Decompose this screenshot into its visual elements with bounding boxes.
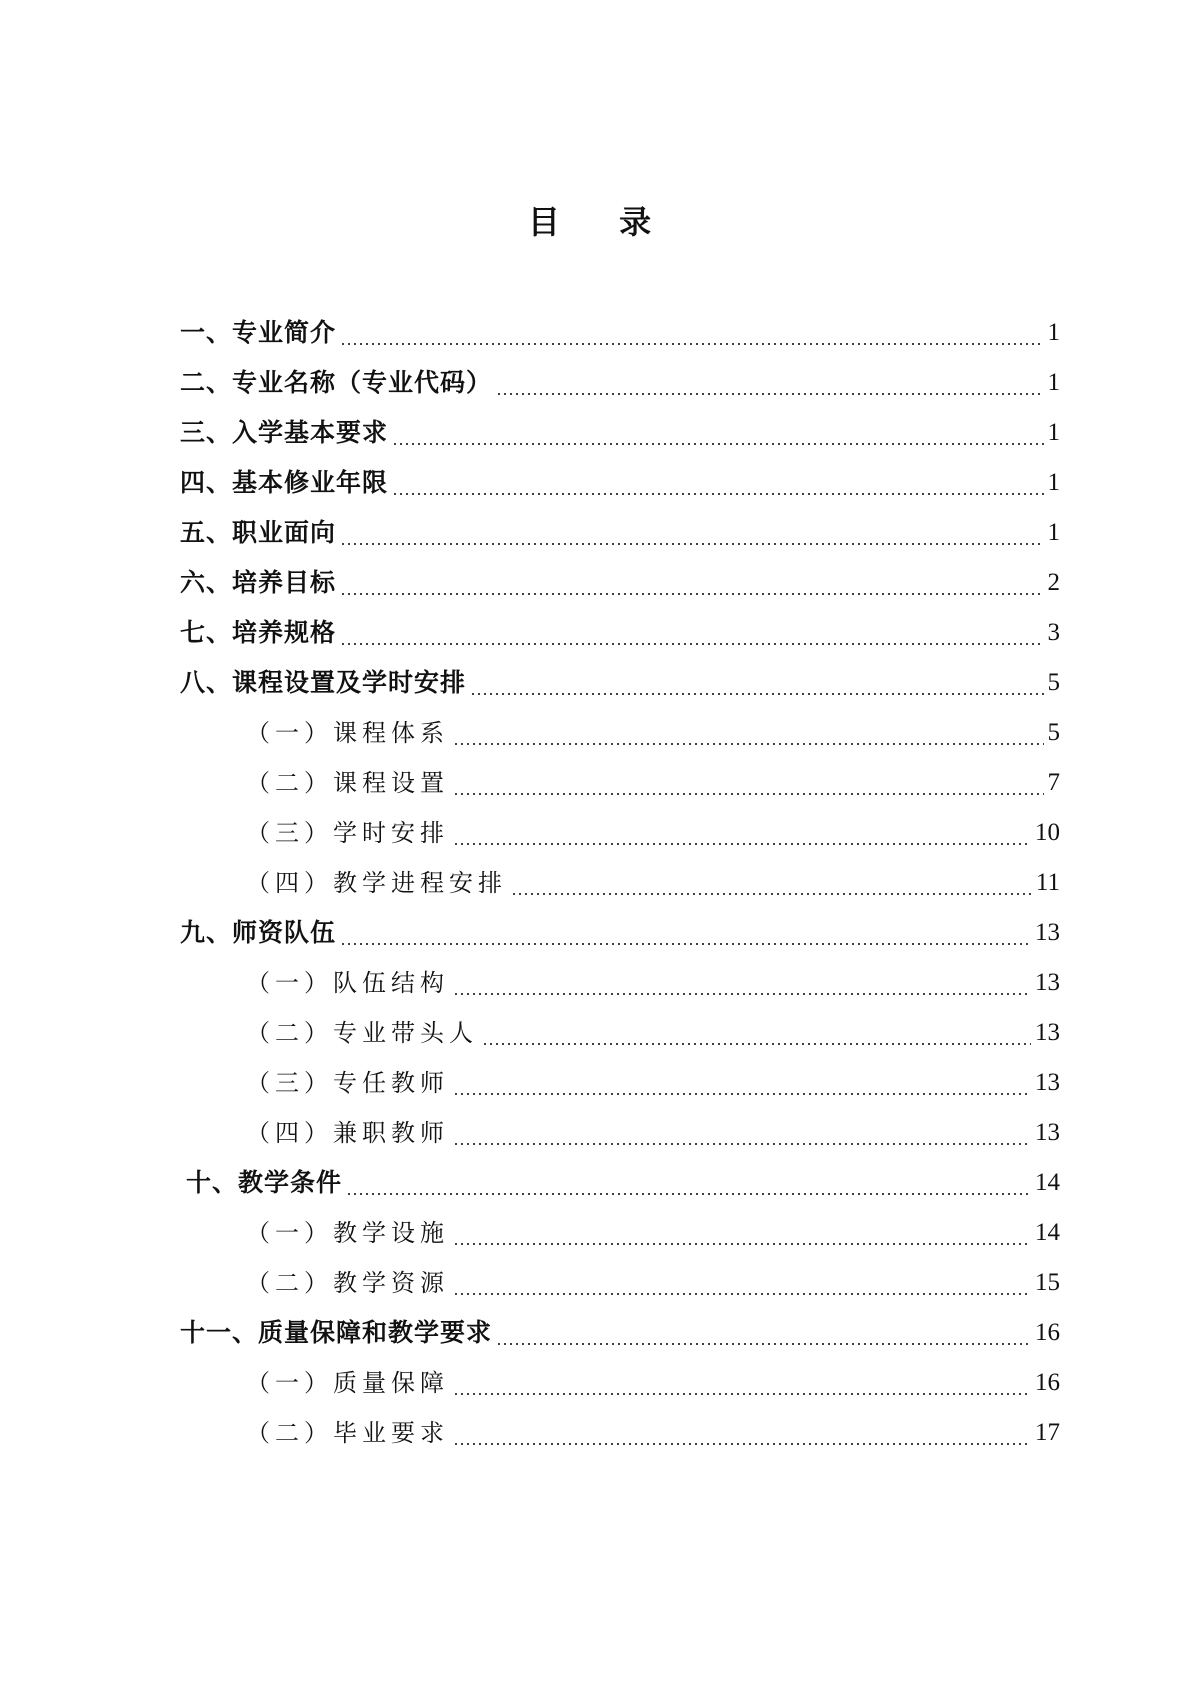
toc-leader-dots [453,716,1044,746]
toc-entry-text: （一）教学设施 [246,1219,449,1247]
toc-leader-dots [470,666,1043,696]
toc-entry-text: 二、专业名称（专业代码） [180,368,493,397]
toc-leader-dots [453,816,1031,846]
toc-subentry[interactable] [180,702,1060,752]
toc-page-number: 13 [1035,969,1060,996]
toc-leader-dots [340,916,1031,946]
toc-page-number: 1 [1047,469,1060,496]
toc-entry-text: 五、职业面向 [180,518,337,547]
toc-leader-dots [346,1166,1031,1196]
toc-leader-dots [340,516,1043,546]
toc-leader-dots [453,1366,1031,1396]
toc-subentry[interactable] [180,1202,1060,1252]
toc-leader-dots [453,1116,1031,1146]
toc-list [180,302,1060,1452]
toc-page-number: 11 [1035,869,1060,896]
toc-leader-dots [482,1016,1031,1046]
toc-page-number: 16 [1035,1319,1060,1346]
toc-page-number: 13 [1035,1119,1060,1146]
toc-subentry[interactable] [180,852,1060,902]
toc-page-number: 13 [1035,1069,1060,1096]
toc-page-number: 17 [1035,1419,1060,1446]
toc-subentry[interactable] [180,1002,1060,1052]
toc-leader-dots [340,616,1043,646]
toc-entry-text: 三、入学基本要求 [180,418,389,447]
toc-page-number: 13 [1035,919,1060,946]
toc-entry-text: （一）课程体系 [246,719,449,747]
toc-leader-dots [453,1266,1031,1296]
toc-entry-text: 四、基本修业年限 [180,468,389,497]
toc-leader-dots [496,366,1043,396]
toc-entry-text: 七、培养规格 [180,618,337,647]
toc-subentry[interactable] [180,1402,1060,1452]
toc-page-number: 1 [1047,319,1060,346]
toc-subentry[interactable] [180,1102,1060,1152]
toc-page-number: 7 [1047,769,1060,796]
toc-entry-text: （四）兼职教师 [246,1119,449,1147]
toc-entry[interactable] [180,502,1060,552]
toc-entry-text: （二）专业带头人 [246,1019,478,1047]
toc-entry-text: 九、师资队伍 [180,918,337,947]
toc-entry[interactable] [180,1152,1060,1202]
toc-subentry[interactable] [180,1352,1060,1402]
toc-entry-text: （一）队伍结构 [246,969,449,997]
toc-entry-text: （二）课程设置 [246,769,449,797]
toc-page-number: 2 [1047,569,1060,596]
toc-page-number: 1 [1047,369,1060,396]
toc-page-number: 15 [1035,1269,1060,1296]
toc-leader-dots [340,566,1043,596]
toc-page-number: 5 [1047,669,1060,696]
toc-entry-text: （三）专任教师 [246,1069,449,1097]
toc-entry-text: （三）学时安排 [246,819,449,847]
toc-entry-text: （一）质量保障 [246,1369,449,1397]
toc-leader-dots [392,466,1043,496]
toc-subentry[interactable] [180,1052,1060,1102]
toc-entry[interactable] [180,602,1060,652]
toc-entry-text: 一、专业简介 [180,318,337,347]
toc-entry-text: （四）教学进程安排 [246,869,507,897]
toc-entry[interactable] [180,352,1060,402]
toc-entry-text: （二）毕业要求 [246,1419,449,1447]
toc-entry[interactable] [180,1302,1060,1352]
toc-entry-text: 八、课程设置及学时安排 [180,668,467,697]
toc-page-number: 13 [1035,1019,1060,1046]
toc-leader-dots [453,966,1031,996]
toc-subentry[interactable] [180,952,1060,1002]
toc-leader-dots [496,1316,1031,1346]
toc-subentry[interactable] [180,1252,1060,1302]
toc-entry-text: 十、教学条件 [186,1168,343,1197]
toc-entry[interactable] [180,302,1060,352]
toc-page-number: 10 [1035,819,1060,846]
toc-leader-dots [453,1416,1031,1446]
toc-page-number: 3 [1047,619,1060,646]
toc-entry[interactable] [180,902,1060,952]
toc-leader-dots [340,316,1043,346]
toc-title: 目 录 [527,203,676,241]
toc-page-number: 1 [1047,419,1060,446]
toc-entry[interactable] [180,552,1060,602]
toc-subentry[interactable] [180,752,1060,802]
toc-entry-text: （二）教学资源 [246,1269,449,1297]
toc-entry-text: 六、培养目标 [180,568,337,597]
toc-entry-text: 十一、质量保障和教学要求 [180,1318,493,1347]
toc-page-number: 1 [1047,519,1060,546]
toc-page-number: 14 [1035,1169,1060,1196]
toc-entry[interactable] [180,402,1060,452]
toc-page-number: 5 [1047,719,1060,746]
toc-entry[interactable] [180,652,1060,702]
toc-page-number: 16 [1035,1369,1060,1396]
toc-page-number: 14 [1035,1219,1060,1246]
toc-leader-dots [453,1216,1031,1246]
toc-leader-dots [392,416,1043,446]
toc-subentry[interactable] [180,802,1060,852]
toc-entry[interactable] [180,452,1060,502]
toc-leader-dots [453,766,1044,796]
toc-leader-dots [453,1066,1031,1096]
toc-leader-dots [511,866,1032,896]
